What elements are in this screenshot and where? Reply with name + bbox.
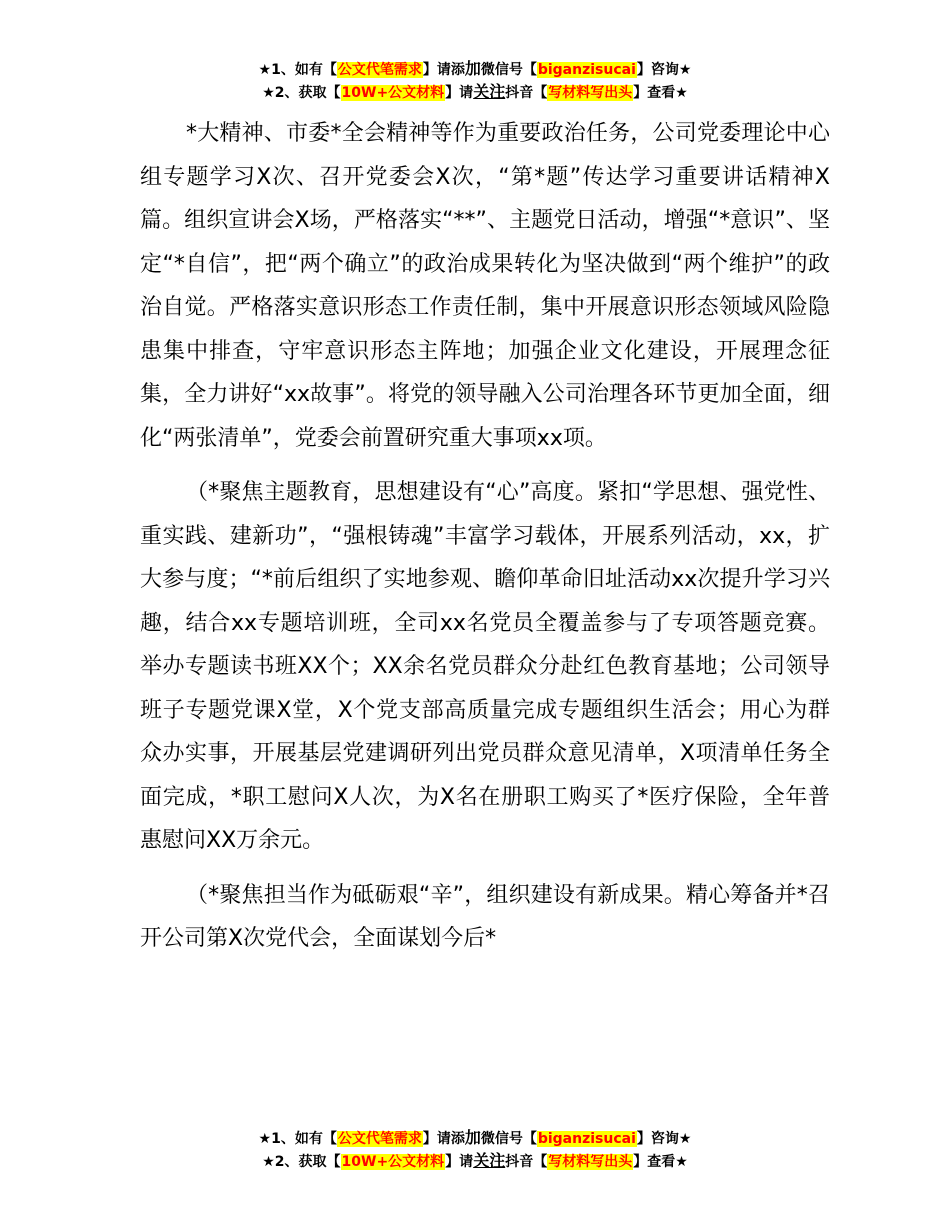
banner-line-1 (0, 1127, 950, 1150)
banner-text: 】请 (445, 1154, 474, 1170)
banner-emphasis: 加 (464, 1128, 481, 1147)
banner-text: ★1、如有【 (258, 1131, 337, 1147)
highlight-materials: 10W+公文材料 (341, 1154, 445, 1170)
highlight-materials: 10W+公文材料 (341, 85, 445, 101)
footer-banner (0, 1127, 950, 1173)
banner-text: 】查看★ (633, 1154, 688, 1170)
banner-text: 】咨询★ (636, 1131, 692, 1147)
banner-text: ★2、获取【 (262, 1154, 341, 1170)
highlight-douyin: 写材料写出头 (548, 1154, 633, 1170)
document-body (140, 112, 830, 961)
highlight-service: 公文代笔需求 (337, 62, 422, 78)
banner-text: 抖音【 (505, 85, 548, 101)
banner-emphasis: 关注 (473, 1151, 506, 1170)
highlight-wechat-id: biganzisucai (537, 62, 636, 78)
paragraph: （*聚焦担当作为砥砺艰“辛”，组织建设有新成果。精心筹备并*召开公司第X次党代会，全面谋划今后* (140, 882, 830, 951)
banner-text: ★2、获取【 (262, 85, 341, 101)
banner-line-2 (0, 81, 950, 104)
banner-text: 抖音【 (505, 1154, 548, 1170)
banner-emphasis: 加 (464, 59, 481, 78)
banner-text: 微信号【 (480, 62, 537, 78)
banner-line-1 (0, 58, 950, 81)
paragraph: （*聚焦主题教育，思想建设有“心”高度。紧扣“学思想、强党性、重实践、建新功”，“强根铸魂”丰富学习载体，开展系列活动，xx，扩大参与度；“*前后组织了实地参观、瞻仰革命旧址活动xx次提升学习兴趣，结合xx专题培训班，全司xx名党员全覆盖参与了专项答题竞赛。举办专题读书班XX个；XX余名党员群众分赴红色教育基地；公司领导班子专题党课X堂，X个党支部高质量完成专题组织生活会；用心为群众办实事，开展基层党建调研列出党员群众意见清单，X项清单任务全面完成，*职工慰问X人次，为X名在册职工购买了*医疗保险，全年普惠慰问XX万余元。 (140, 480, 830, 853)
highlight-douyin: 写材料写出头 (548, 85, 633, 101)
highlight-service: 公文代笔需求 (337, 1131, 422, 1147)
banner-text: 】查看★ (633, 85, 688, 101)
banner-line-2 (0, 1150, 950, 1173)
banner-text: 】请 (445, 85, 474, 101)
banner-text: 】请添 (422, 62, 465, 78)
paragraph: *大精神、市委*全会精神等作为重要政治任务，公司党委理论中心组专题学习X次、召开党委会X次，“第*题”传达学习重要讲话精神X篇。组织宣讲会X场，严格落实“**”、主题党日活动，增强“*意识”、坚定“*自信”，把“两个确立”的政治成果转化为坚决做到“两个维护”的政治自觉。严格落实意识形态工作责任制，集中开展意识形态领域风险隐患集中排查，守牢意识形态主阵地；加强企业文化建设，开展理念征集，全力讲好“xx故事”。将党的领导融入公司治理各环节更加全面，细化“两张清单”，党委会前置研究重大事项xx项。 (140, 121, 830, 451)
banner-text: 微信号【 (480, 1131, 537, 1147)
banner-text: ★1、如有【 (258, 62, 337, 78)
highlight-wechat-id: biganzisucai (537, 1131, 636, 1147)
banner-emphasis: 关注 (473, 82, 506, 101)
banner-text: 】咨询★ (636, 62, 692, 78)
header-banner (0, 58, 950, 104)
banner-text: 】请添 (422, 1131, 465, 1147)
